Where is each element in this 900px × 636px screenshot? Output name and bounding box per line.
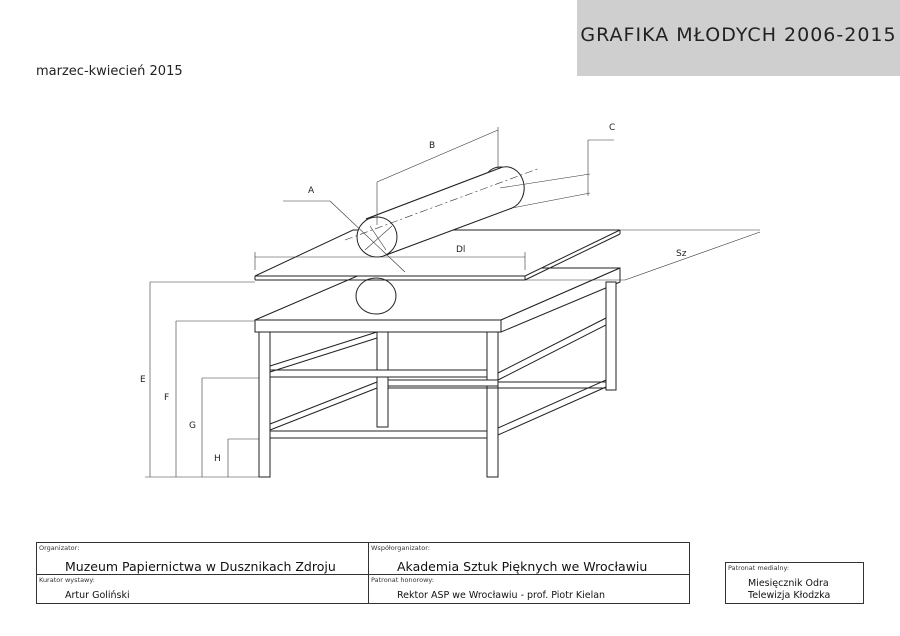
curator-name: Artur Goliński [65, 590, 130, 601]
label-dl: Dl [456, 245, 466, 255]
honorary-label: Patronat honorowy: [371, 576, 434, 584]
divider-vertical [368, 543, 369, 603]
table-leg-back-left [377, 332, 388, 427]
label-b: B [429, 141, 436, 151]
stretcher-side-top [498, 318, 606, 380]
organizer-name: Muzeum Papiernictwa w Dusznikach Zdroju [65, 559, 336, 574]
table-leg-front-left [259, 332, 270, 477]
coorganizer-name: Akademia Sztuk Pięknych we Wrocławiu [397, 559, 648, 574]
media-patrons-frame [725, 562, 864, 604]
exhibition-date: marzec-kwiecień 2015 [36, 64, 183, 79]
table-leg-front-right [487, 332, 498, 477]
media-patron-tv: Telewizja Kłodzka [748, 590, 831, 601]
media-label: Patronat medialny: [728, 564, 790, 572]
label-a: A [308, 186, 315, 196]
divider-horizontal [37, 574, 689, 575]
table-top-front [255, 320, 501, 332]
table-leg-back-right [606, 282, 616, 390]
stretcher-front-bottom [270, 431, 487, 438]
honorary-name: Rektor ASP we Wrocławiu - prof. Piotr Kielan [397, 590, 606, 601]
coorganizer-label: Współorganizator: [371, 544, 431, 552]
label-sz: Sz [676, 249, 687, 259]
stretcher-front-top [270, 370, 487, 377]
media-patron-odra: Miesięcznik Odra [748, 578, 829, 589]
label-h: H [214, 454, 221, 464]
footer-credits-frame [36, 542, 690, 604]
label-c: C [609, 123, 616, 133]
label-g: G [189, 421, 196, 431]
label-e: E [140, 375, 146, 385]
curator-label: Kurator wystawy: [39, 576, 95, 584]
exhibition-title: GRAFIKA MŁODYCH 2006-2015 [580, 24, 897, 46]
lower-roller [356, 278, 396, 314]
label-f: F [164, 393, 170, 403]
organizer-label: Organizator: [39, 544, 80, 552]
